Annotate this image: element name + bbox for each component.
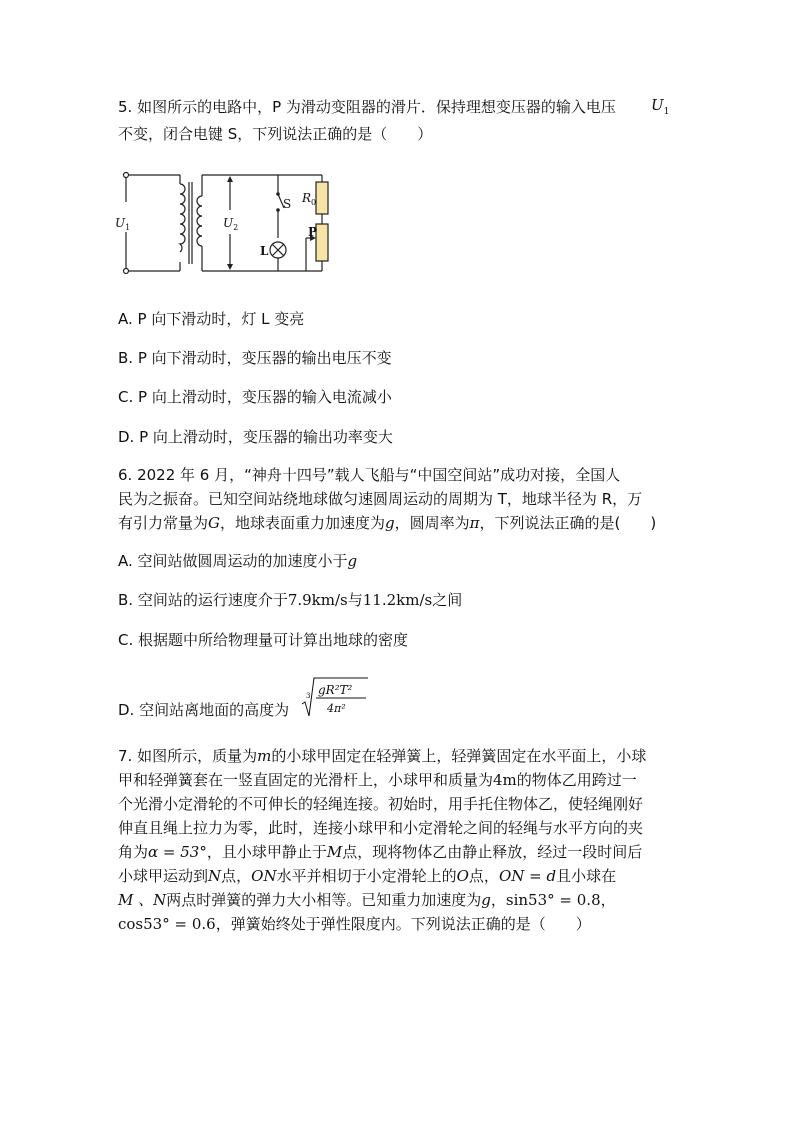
formula-numerator: gR²T² xyxy=(318,683,353,697)
q7-line-4: 伸直且绳上拉力为零，此时，连接小球甲和小定滑轮之间的轻绳与水平方向的夹 xyxy=(118,819,644,837)
q7-line-2: 甲和轻弹簧套在一竖直固定的光滑杆上，小球甲和质量为4m的物体乙用跨过一 xyxy=(118,771,637,789)
q7-line-6: 小球甲运动到N点，ON水平并相切于小定滑轮上的O点，ON = d且小球在 xyxy=(118,867,617,885)
q6-line-1: 6. 2022 年 6 月，“神舟十四号”载人飞船与“中国空间站”成功对接，全国人 xyxy=(118,466,621,484)
resistor-r0 xyxy=(316,182,328,214)
q6-line-3: 有引力常量为G，地球表面重力加速度为g，圆周率为π，下列说法正确的是( ) xyxy=(118,514,657,532)
q6-option-c: C. 根据题中所给物理量可计算出地球的密度 xyxy=(118,631,409,649)
q5-option-b: B. P 向下滑动时，变压器的输出电压不变 xyxy=(118,349,392,367)
formula-denominator: 4π² xyxy=(327,702,346,715)
label-u1: $U_1$ xyxy=(115,216,131,232)
circuit-diagram xyxy=(112,164,342,280)
q7-line-8: cos53° = 0.6，弹簧始终处于弹性限度内。下列说法正确的是（ ） xyxy=(118,915,591,933)
q5-option-a: A. P 向下滑动时，灯 L 变亮 xyxy=(118,310,305,328)
q6-option-d: D. 空间站离地面的高度为 xyxy=(118,701,290,719)
q5-option-c: C. P 向上滑动时，变压器的输入电流减小 xyxy=(118,388,392,406)
label-lamp: L xyxy=(260,244,269,258)
q7-line-7: M 、N两点时弹簧的弹力大小相等。已知重力加速度为g，sin53° = 0.8， xyxy=(118,891,616,909)
root-index: 3 xyxy=(306,692,311,700)
q6-option-b: B. 空间站的运行速度介于7.9km/s与11.2km/s之间 xyxy=(118,591,463,609)
q5-line-1: 5. 如图所示的电路中，P 为滑动变阻器的滑片．保持理想变压器的输入电压 xyxy=(118,98,616,116)
cube-root-formula xyxy=(300,676,370,718)
q5-option-d: D. P 向上滑动时，变压器的输出功率变大 xyxy=(118,428,393,446)
q7-line-1: 7. 如图所示，质量为m的小球甲固定在轻弹簧上，轻弹簧固定在水平面上，小球 xyxy=(118,747,647,765)
q6-option-a: A. 空间站做圆周运动的加速度小于g xyxy=(118,552,358,570)
q5-u1-symbol: $U_1$ xyxy=(651,96,670,117)
label-r0: $R_0$ xyxy=(302,191,317,207)
label-u2: $U_2$ xyxy=(223,216,239,232)
q5-line-2: 不变，闭合电键 S，下列说法正确的是（ ） xyxy=(118,125,433,143)
label-switch: S xyxy=(283,197,292,211)
q7-line-5: 角为α = 53°，且小球甲静止于M点，现将物体乙由静止释放，经过一段时间后 xyxy=(118,843,643,861)
q7-line-3: 个光滑小定滑轮的不可伸长的轻绳连接。初始时，用手托住物体乙，使轻绳刚好 xyxy=(118,795,644,813)
label-slider: P xyxy=(308,225,318,239)
rheostat xyxy=(316,224,328,261)
q6-line-2: 民为之振奋。已知空间站绕地球做匀速圆周运动的周期为 T，地球半径为 R，万 xyxy=(118,490,643,508)
